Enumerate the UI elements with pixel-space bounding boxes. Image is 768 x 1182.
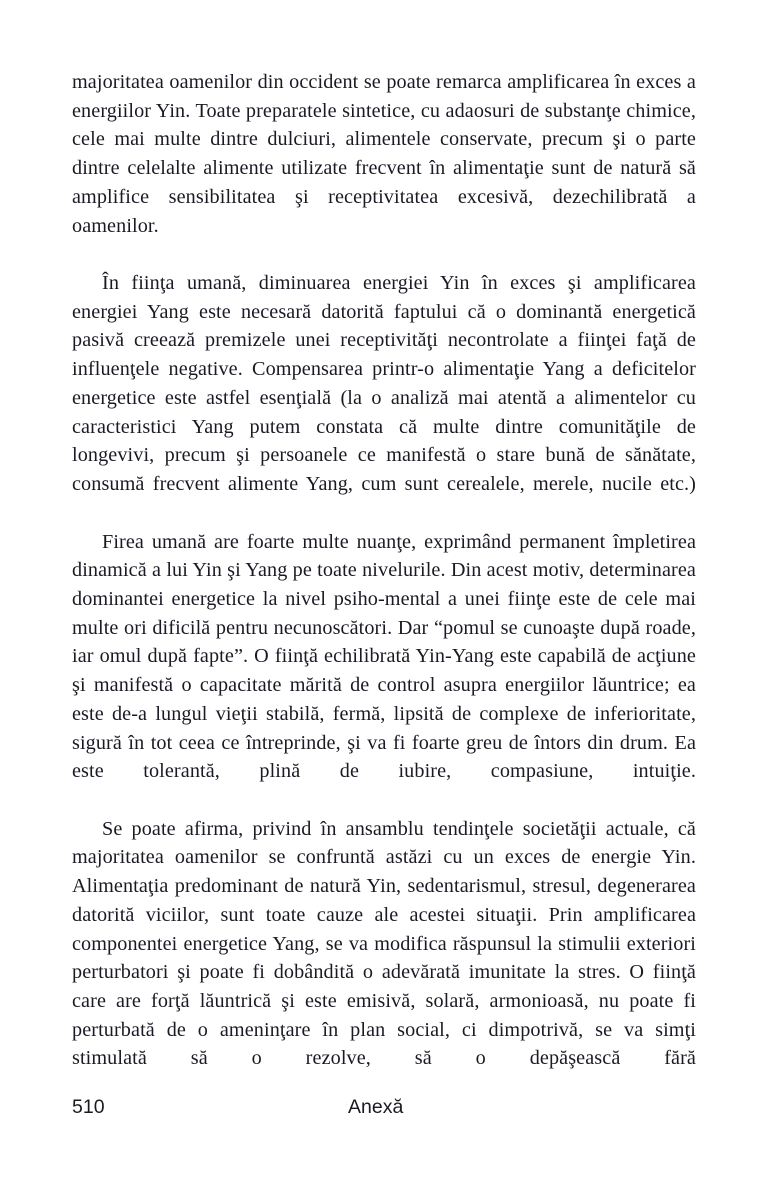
body-paragraph-2: În fiinţa umană, diminuarea energiei Yin în exces şi amplificarea energiei Yang este necesară datorită faptului că o dominantă energetică pasivă creează premizele unei receptivităţi necontrolate a fiinţei faţă de influenţele negative. Compensarea printr-o alimentaţie Yang a deficitelor energetice este astfel esenţială (la o analiză mai atentă a alimentelor cu caracteristici Yang putem constata că multe dintre comunităţile de longevivi, precum şi persoanele ce manifestă o stare bună de sănătate, consumă frecvent alimente Yang, cum sunt cerealele, merele, nucile etc.) <box>72 272 696 496</box>
body-paragraph-4: Se poate afirma, privind în ansamblu tendinţele societăţii actuale, că majoritatea oamenilor se confruntă astăzi cu un exces de energie Yin. Alimentaţia predominant de natură Yin, sedentarismul, stresul, degenerarea datorită viciilor, sunt toate cauze ale acestei situaţii. Prin amplificarea componentei energetice Yang, se va modifica răspunsul la stimulii exteriori perturbatori şi poate fi dobândită o adevărată imunitate la stres. O fiinţă care are forţă lăuntrică şi este emisivă, solară, armonioasă, nu poate fi perturbată de o ameninţare în plan social, ci dimpotrivă, se va simţi stimulată să o rezolve, să o depăşească fără <box>72 817 696 1070</box>
body-paragraph-1: majoritatea oamenilor din occident se poate remarca amplificarea în exces a energiilor Yin. Toate preparatele sintetice, cu adaosuri de substanţe chimice, cele mai multe dintre dulciuri, alimentele conservate, precum şi o parte dintre celelalte alimente utilizate frecvent în alimentaţie sunt de natură să amplifice sensibilitatea şi receptivitatea excesivă, dezechilibrată a oamenilor. <box>72 71 696 237</box>
page-footer <box>72 1094 696 1120</box>
page-text-column <box>72 68 696 1102</box>
body-paragraph-3: Firea umană are foarte multe nuanţe, exprimând permanent împletirea dinamică a lui Yin şi Yang pe toate nivelurile. Din acest motiv, determinarea dominantei energetice la nivel psiho-mental a unei fiinţe este de cele mai multe ori dificilă pentru necunoscători. Dar “pomul se cunoaşte după roade, iar omul după fapte”. O fiinţă echilibrată Yin-Yang este capabilă de acţiune şi manifestă o capacitate mărită de control asupra energiilor lăuntrice; ea este de-a lungul vieţii stabilă, fermă, lipsită de complexe de inferioritate, sigură în tot ceea ce întreprinde, şi va fi foarte greu de întors din drum. Ea este tolerantă, plină de iubire, compasiune, intuiţie. <box>72 530 696 783</box>
section-title: Anexă <box>348 1096 404 1118</box>
page-number: 510 <box>72 1096 105 1118</box>
